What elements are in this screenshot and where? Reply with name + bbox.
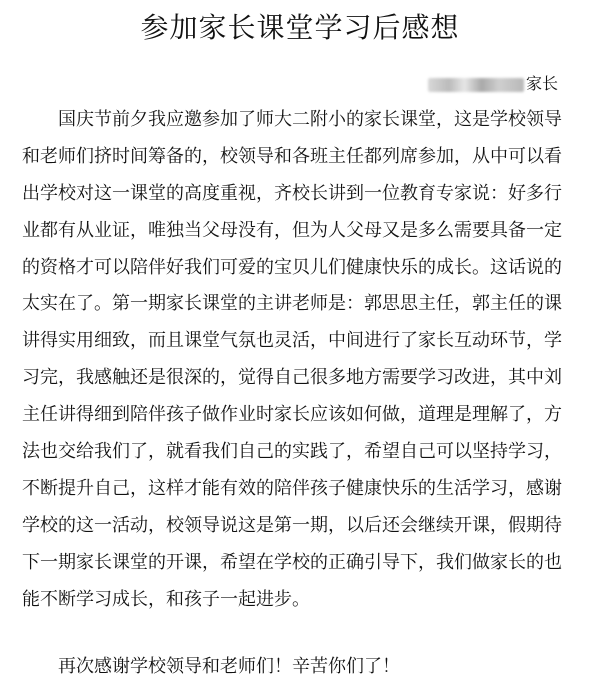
main-paragraph: [22, 102, 578, 618]
paragraph-line: 国庆节前夕我应邀参加了师大二附小的家长课堂，这是学校领导: [58, 109, 562, 130]
paragraph-line: 出学校对这一课堂的高度重视，齐校长讲到一位教育专家说：好多行: [22, 182, 562, 204]
paragraph-line: 和老师们挤时间筹备的，校领导和各班主任都列席参加，从中可以看: [22, 145, 562, 167]
paragraph-line: 下一期家长课堂的开课，希望在学校的正确引导下，我们做家长的也: [22, 551, 562, 573]
paragraph-line: 讲得实用细致，而且课堂气氛也灵活，中间进行了家长互动环节，学: [22, 330, 562, 352]
paragraph-line: 学校的这一活动，校领导说这是第一期，以后还会继续开课，假期待: [22, 514, 562, 536]
document-title: 参加家长课堂学习后感想: [140, 11, 460, 44]
author-suffix: 家长: [525, 74, 558, 93]
blurred-author-name: [428, 78, 524, 92]
author-line: [428, 72, 558, 96]
paragraph-line: 能不断学习成长，和孩子一起进步。: [22, 588, 310, 610]
paragraph-line: 不断提升自己，这样才能有效的陪伴孩子健康快乐的生活学习，感谢: [22, 477, 562, 499]
paragraph-line: 太实在了。第一期家长课堂的主讲老师是：郭思思主任，郭主任的课: [22, 293, 562, 315]
paragraph-line: 的资格才可以陪伴好我们可爱的宝贝儿们健康快乐的成长。这话说的: [22, 256, 562, 278]
closing-line: 再次感谢学校领导和老师们！辛苦你们了！: [58, 656, 400, 677]
paragraph-line: 主任讲得细到陪伴孩子做作业时家长应该如何做，道理是理解了，方: [22, 404, 562, 426]
paragraph-line: 法也交给我们了，就看我们自己的实践了，希望自己可以坚持学习，: [22, 441, 562, 463]
paragraph-line: 业都有从业证，唯独当父母没有，但为人父母又是多么需要具备一定: [22, 219, 562, 241]
paragraph-line: 习完，我感触还是很深的，觉得自己很多地方需要学习改进，其中刘: [22, 367, 562, 389]
